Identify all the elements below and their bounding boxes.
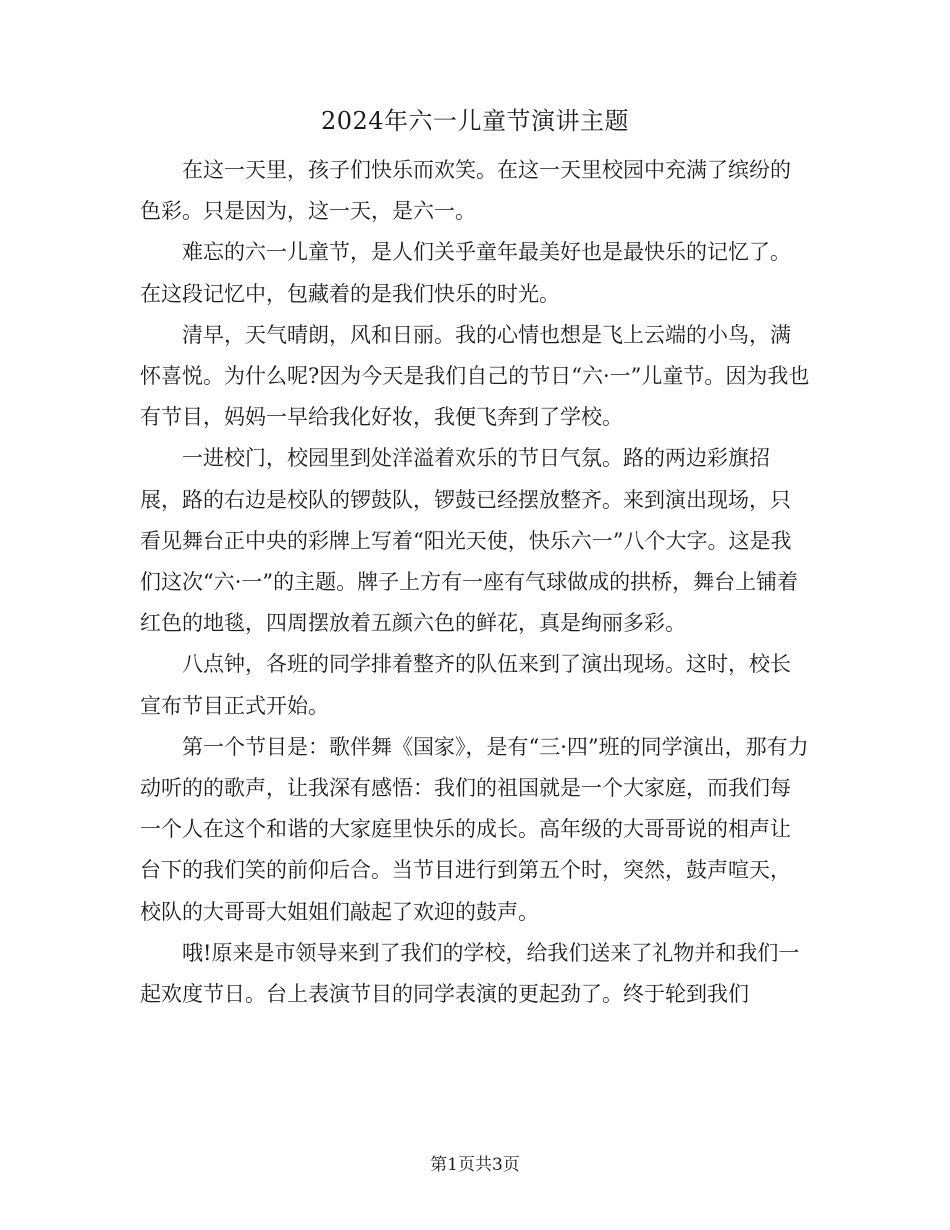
- paragraph-4: 一进校门，校园里到处洋溢着欢乐的节日气氛。路的两边彩旗招展，路的右边是校队的锣鼓队，锣鼓已经摆放整齐。来到演出现场，只看见舞台正中央的彩牌上写着“阳光天使，快乐六一”八个大字。这是我们这次“六·一”的主题。牌子上方有一座有气球做成的拱桥，舞台上铺着红色的地毯，四周摆放着五颜六色的鲜花，真是绚丽多彩。: [140, 446, 799, 636]
- paragraph-5: 八点钟，各班的同学排着整齐的队伍来到了演出现场。这时，校长宣布节目正式开始。: [140, 652, 791, 718]
- paragraph-7: 哦!原来是市领导来到了我们的学校，给我们送来了礼物并和我们一起欢度节日。台上表演节目的同学表演的更起劲了。终于轮到我们: [140, 940, 800, 1007]
- page-number-footer: 第1页共3页: [430, 1155, 520, 1175]
- paragraph-1: 在这一天里，孩子们快乐而欢笑。在这一天里校园中充满了缤纷的色彩。只是因为，这一天，是六一。: [140, 158, 791, 224]
- paragraph-3: 清早，天气晴朗，风和日丽。我的心情也想是飞上云端的小鸟，满怀喜悦。为什么呢?因为今天是我们自己的节日“六·一”儿童节。因为我也有节目，妈妈一早给我化好妆，我便飞奔到了学校。: [140, 322, 810, 430]
- document-title: 2024年六一儿童节演讲主题: [320, 107, 630, 135]
- paragraph-6: 第一个节目是：歌伴舞《国家》，是有“三·四”班的同学演出，那有力动听的的歌声，让我深有感悟：我们的祖国就是一个大家庭，而我们每一个人在这个和谐的大家庭里快乐的成长。高年级的大哥哥说的相声让台下的我们笑的前仰后合。当节目进行到第五个时，突然，鼓声喧天，校队的大哥哥大姐姐们敲起了欢迎的鼓声。: [140, 734, 809, 924]
- paragraph-2: 难忘的六一儿童节，是人们关乎童年最美好也是最快乐的记忆了。在这段记忆中，包藏着的是我们快乐的时光。: [140, 240, 791, 306]
- document-body: [140, 150, 810, 1015]
